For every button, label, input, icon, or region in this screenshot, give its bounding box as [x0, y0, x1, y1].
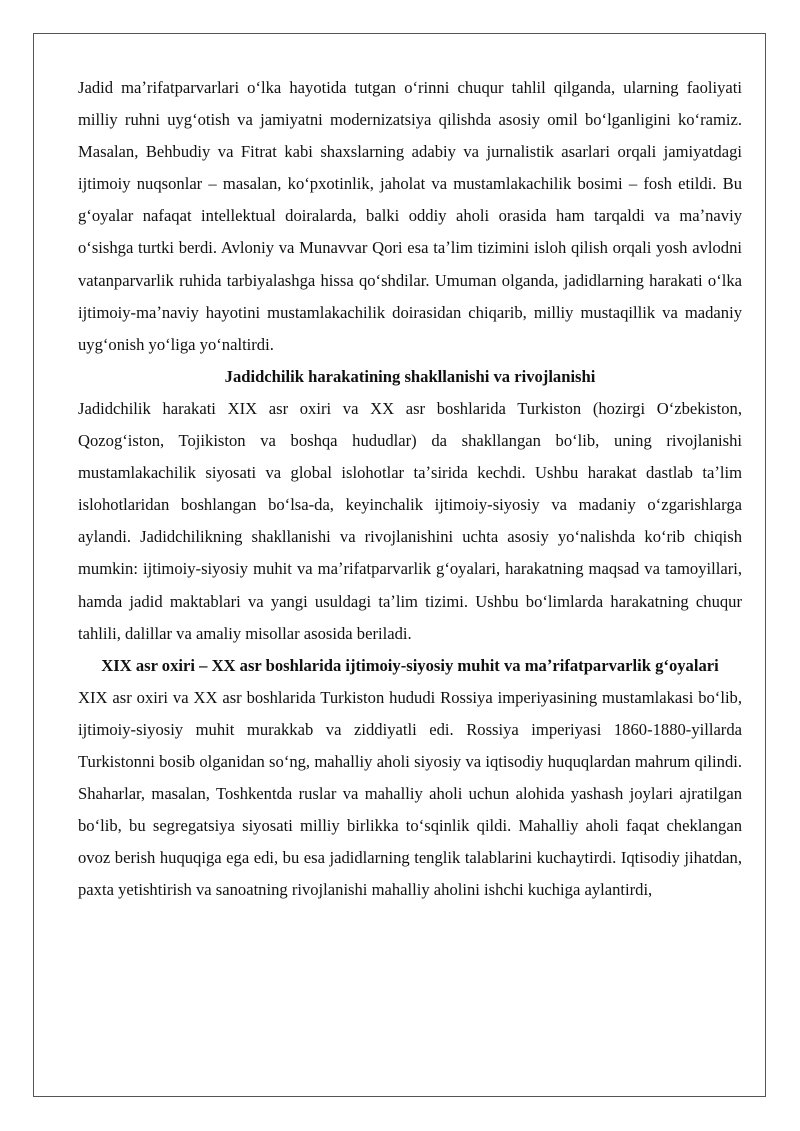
document-body [78, 72, 742, 906]
paragraph-jadidism-movement: Jadidchilik harakati XIX asr oxiri va XX asr boshlarida Turkiston (hozirgi Oʻzbekiston, Qozogʻiston, Tojikiston va boshqa hududlar) da shakllangan boʻlib, uning rivojlanishi mustamlakachilik siyosati va global islohotlar taʼsirida kechdi. Ushbu harakat dastlab taʼlim islohotlaridan boshlangan boʻlsa-da, keyinchalik ijtimoiy-siyosiy va madaniy oʻzgarishlarga aylandi. Jadidchilikning shakllanishi va rivojlanishini uchta asosiy yoʻnalishda koʻrib chiqish mumkin: ijtimoiy-siyosiy muhit va maʼrifatparvarlik gʻoyalari, harakatning maqsad va tamoyillari, hamda jadid maktablari va yangi usuldagi taʼlim tizimi. Ushbu boʻlimlarda harakatning chuqur tahlili, dalillar va amaliy misollar asosida beriladi. [78, 398, 742, 643]
paragraph-jadid-enlighteners: Jadid maʼrifatparvarlari oʻlka hayotida tutgan oʻrinni chuqur tahlil qilganda, ularning faoliyati milliy ruhni uygʻotish va jamiyatni modernizatsiya qilishda asosiy omil boʻlganligini koʻramiz. Masalan, Behbudiy va Fitrat kabi shaxslarning adabiy va jurnalistik asarlari orqali jamiyatdagi ijtimoiy nuqsonlar – masalan, koʻpxotinlik, jaholat va mustamlakachilik bosimi – fosh etildi. Bu gʻoyalar nafaqat intellektual doiralarda, balki oddiy aholi orasida ham tarqaldi va maʼnaviy oʻsishga turtki berdi. Avloniy va Munavvar Qori esa taʼlim tizimini isloh qilish orqali yosh avlodni vatanparvarlik ruhida tarbiyalashga hissa qoʻshdilar. Umuman olganda, jadidlarning harakati oʻlka ijtimoiy-maʼnaviy hayotini mustamlakachilik doirasidan chiqarib, milliy mustaqillik va madaniy uygʻonish yoʻliga yoʻnaltirdi. [78, 78, 742, 354]
section-heading-sociopolitical: XIX asr oxiri – XX asr boshlarida ijtimoiy-siyosiy muhit va maʼrifatparvarlik gʻoyalari [101, 655, 719, 675]
section-heading-formation: Jadidchilik harakatining shakllanishi va rivojlanishi [224, 366, 596, 386]
paragraph-turkestan-colonial: XIX asr oxiri va XX asr boshlarida Turkiston hududi Rossiya imperiyasining mustamlakasi boʻlib, ijtimoiy-siyosiy muhit murakkab va ziddiyatli edi. Rossiya imperiyasi 1860-1880-yillarda Turkistonni bosib olganidan soʻng, mahalliy aholi siyosiy va iqtisodiy huquqlardan mahrum qilindi. Shaharlar, masalan, Toshkentda ruslar va mahalliy aholi uchun alohida yashash joylari ajratilgan boʻlib, bu segregatsiya siyosati milliy birlikka toʻsqinlik qildi. Mahalliy aholi faqat cheklangan ovoz berish huquqiga ega edi, bu esa jadidlarning tenglik talablarini kuchaytirdi. Iqtisodiy jihatdan, paxta yetishtirish va sanoatning rivojlanishi mahalliy aholini ishchi kuchiga aylantirdi, [78, 687, 742, 900]
